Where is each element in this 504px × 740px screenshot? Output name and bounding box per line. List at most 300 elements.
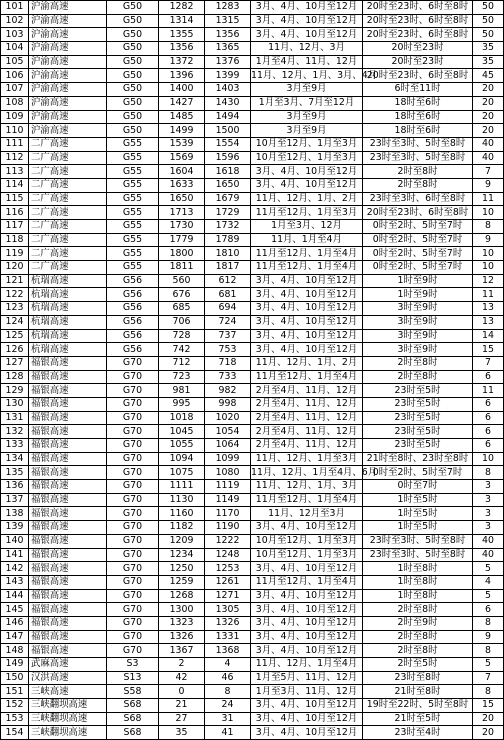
hours-cell: 1时至5时 <box>363 507 473 521</box>
start-km-cell: 1130 <box>159 493 205 507</box>
value-cell: 8 <box>473 466 504 480</box>
table-row <box>1 343 504 357</box>
hours-cell: 1时至5时 <box>363 521 473 535</box>
row-number-cell: 119 <box>1 247 29 261</box>
months-cell: 3月、4月、10月至12月 <box>251 726 363 740</box>
road-name-cell: 三峡高速 <box>29 685 107 699</box>
road-code-cell: G55 <box>107 233 159 247</box>
end-km-cell: 1283 <box>205 1 251 15</box>
value-cell: 6 <box>473 603 504 617</box>
months-cell: 3月、4月、10月至12月 <box>251 712 363 726</box>
hours-cell: 6时至11时 <box>363 83 473 97</box>
hours-cell: 23时至3时、5时至8时 <box>363 151 473 165</box>
value-cell: 10 <box>473 261 504 275</box>
hours-cell: 23时至5时 <box>363 439 473 453</box>
end-km-cell: 1020 <box>205 411 251 425</box>
road-code-cell: S58 <box>107 685 159 699</box>
table-row <box>1 712 504 726</box>
end-km-cell: 1618 <box>205 165 251 179</box>
value-cell: 20 <box>473 712 504 726</box>
table-row <box>1 548 504 562</box>
road-name-cell: 二广高速 <box>29 247 107 261</box>
value-cell: 11 <box>473 192 504 206</box>
hours-cell: 2时至8时 <box>363 356 473 370</box>
hours-cell: 23时至5时 <box>363 384 473 398</box>
end-km-cell: 1080 <box>205 466 251 480</box>
table-row <box>1 726 504 740</box>
hours-cell: 2时至8时 <box>363 644 473 658</box>
road-name-cell: 福银高速 <box>29 507 107 521</box>
road-code-cell: G70 <box>107 411 159 425</box>
value-cell: 4 <box>473 575 504 589</box>
value-cell: 5 <box>473 562 504 576</box>
value-cell: 13 <box>473 302 504 316</box>
table-row <box>1 288 504 302</box>
end-km-cell: 1356 <box>205 28 251 42</box>
road-name-cell: 二广高速 <box>29 178 107 192</box>
row-number-cell: 138 <box>1 507 29 521</box>
road-code-cell: G70 <box>107 425 159 439</box>
road-name-cell: 二广高速 <box>29 233 107 247</box>
start-km-cell: 1730 <box>159 220 205 234</box>
table-row <box>1 521 504 535</box>
table-row <box>1 96 504 110</box>
months-cell: 3月、4月、10月至12月 <box>251 562 363 576</box>
start-km-cell: 742 <box>159 343 205 357</box>
road-name-cell: 福银高速 <box>29 480 107 494</box>
row-number-cell: 153 <box>1 712 29 726</box>
months-cell: 11月至12月、1月至4月 <box>251 370 363 384</box>
road-code-cell: G50 <box>107 69 159 83</box>
value-cell: 20 <box>473 96 504 110</box>
end-km-cell: 1305 <box>205 603 251 617</box>
road-name-cell: 福银高速 <box>29 370 107 384</box>
table-row <box>1 507 504 521</box>
table-row <box>1 206 504 220</box>
months-cell: 3月、4月、10月至12月 <box>251 329 363 343</box>
hours-cell: 23时至8时 <box>363 671 473 685</box>
road-code-cell: G70 <box>107 534 159 548</box>
value-cell: 20 <box>473 726 504 740</box>
hours-cell: 1时至9时 <box>363 288 473 302</box>
row-number-cell: 131 <box>1 411 29 425</box>
end-km-cell: 8 <box>205 685 251 699</box>
start-km-cell: 1713 <box>159 206 205 220</box>
table-row <box>1 411 504 425</box>
value-cell: 3 <box>473 507 504 521</box>
table-row <box>1 466 504 480</box>
row-number-cell: 141 <box>1 548 29 562</box>
value-cell: 40 <box>473 137 504 151</box>
months-cell: 11月、12月、1月、2月 <box>251 192 363 206</box>
months-cell: 11月、12月、1月至4月 <box>251 658 363 672</box>
months-cell: 1月至3月、11月、12月 <box>251 685 363 699</box>
road-name-cell: 沪渝高速 <box>29 42 107 56</box>
end-km-cell: 31 <box>205 712 251 726</box>
road-code-cell: G55 <box>107 192 159 206</box>
row-number-cell: 121 <box>1 274 29 288</box>
road-name-cell: 福银高速 <box>29 562 107 576</box>
start-km-cell: 1811 <box>159 261 205 275</box>
table-row <box>1 616 504 630</box>
hours-cell: 23时至5时 <box>363 411 473 425</box>
value-cell: 15 <box>473 343 504 357</box>
months-cell: 3月至9月 <box>251 110 363 124</box>
row-number-cell: 123 <box>1 302 29 316</box>
table-row <box>1 83 504 97</box>
start-km-cell: 1367 <box>159 644 205 658</box>
hours-cell: 23时至5时 <box>363 425 473 439</box>
table-row <box>1 42 504 56</box>
table-row <box>1 137 504 151</box>
table-row <box>1 685 504 699</box>
value-cell: 6 <box>473 425 504 439</box>
value-cell: 15 <box>473 699 504 713</box>
row-number-cell: 107 <box>1 83 29 97</box>
months-cell: 3月、4月、10月至12月 <box>251 178 363 192</box>
road-code-cell: S68 <box>107 726 159 740</box>
hours-cell: 0时至7时 <box>363 480 473 494</box>
value-cell: 50 <box>473 28 504 42</box>
hours-cell: 3时至9时 <box>363 302 473 316</box>
hours-cell: 23时至4时 <box>363 726 473 740</box>
end-km-cell: 1099 <box>205 452 251 466</box>
table-row <box>1 658 504 672</box>
end-km-cell: 694 <box>205 302 251 316</box>
value-cell: 20 <box>473 83 504 97</box>
months-cell: 10月至12月、1月至3月 <box>251 548 363 562</box>
value-cell: 11 <box>473 288 504 302</box>
road-name-cell: 沪渝高速 <box>29 28 107 42</box>
end-km-cell: 1261 <box>205 575 251 589</box>
table-row <box>1 493 504 507</box>
end-km-cell: 1494 <box>205 110 251 124</box>
hours-cell: 2时至8时 <box>363 178 473 192</box>
months-cell: 3月、4月、10月至12月 <box>251 165 363 179</box>
row-number-cell: 110 <box>1 124 29 138</box>
end-km-cell: 1500 <box>205 124 251 138</box>
months-cell: 1月至4月、11月、12月 <box>251 55 363 69</box>
end-km-cell: 1554 <box>205 137 251 151</box>
hours-cell: 1时至8时 <box>363 562 473 576</box>
hours-cell: 2时至8时 <box>363 165 473 179</box>
road-name-cell: 杭瑞高速 <box>29 302 107 316</box>
road-code-cell: G55 <box>107 206 159 220</box>
road-name-cell: 福银高速 <box>29 452 107 466</box>
row-number-cell: 112 <box>1 151 29 165</box>
road-name-cell: 沪渝高速 <box>29 69 107 83</box>
row-number-cell: 145 <box>1 603 29 617</box>
end-km-cell: 733 <box>205 370 251 384</box>
end-km-cell: 982 <box>205 384 251 398</box>
road-code-cell: G50 <box>107 1 159 15</box>
road-code-cell: G55 <box>107 247 159 261</box>
end-km-cell: 1810 <box>205 247 251 261</box>
value-cell: 6 <box>473 370 504 384</box>
road-name-cell: 杭瑞高速 <box>29 315 107 329</box>
start-km-cell: 676 <box>159 288 205 302</box>
value-cell: 35 <box>473 55 504 69</box>
road-name-cell: 福银高速 <box>29 439 107 453</box>
row-number-cell: 127 <box>1 356 29 370</box>
hours-cell: 23时至5时 <box>363 397 473 411</box>
row-number-cell: 146 <box>1 616 29 630</box>
months-cell: 3月、4月、10月至12月 <box>251 302 363 316</box>
months-cell: 11月、1月至4月 <box>251 233 363 247</box>
hours-cell: 3时至9时 <box>363 329 473 343</box>
road-name-cell: 沪渝高速 <box>29 110 107 124</box>
road-code-cell: S68 <box>107 712 159 726</box>
hours-cell: 20时至23时、6时至8时 <box>363 1 473 15</box>
start-km-cell: 1604 <box>159 165 205 179</box>
end-km-cell: 1650 <box>205 178 251 192</box>
start-km-cell: 1569 <box>159 151 205 165</box>
row-number-cell: 113 <box>1 165 29 179</box>
months-cell: 2月至4月、11月、12月 <box>251 411 363 425</box>
road-name-cell: 二广高速 <box>29 151 107 165</box>
row-number-cell: 152 <box>1 699 29 713</box>
road-name-cell: 福银高速 <box>29 521 107 535</box>
hours-cell: 2时至8时 <box>363 603 473 617</box>
value-cell: 20 <box>473 124 504 138</box>
row-number-cell: 151 <box>1 685 29 699</box>
row-number-cell: 104 <box>1 42 29 56</box>
road-code-cell: G56 <box>107 329 159 343</box>
end-km-cell: 1729 <box>205 206 251 220</box>
table-row <box>1 356 504 370</box>
value-cell: 20 <box>473 110 504 124</box>
road-code-cell: G70 <box>107 397 159 411</box>
road-name-cell: 二广高速 <box>29 165 107 179</box>
hours-cell: 21时至8时 <box>363 685 473 699</box>
road-name-cell: 福银高速 <box>29 397 107 411</box>
road-code-cell: G70 <box>107 370 159 384</box>
end-km-cell: 1064 <box>205 439 251 453</box>
end-km-cell: 612 <box>205 274 251 288</box>
start-km-cell: 1633 <box>159 178 205 192</box>
road-code-cell: G50 <box>107 42 159 56</box>
table-row <box>1 28 504 42</box>
value-cell: 10 <box>473 247 504 261</box>
table-row <box>1 699 504 713</box>
value-cell: 50 <box>473 14 504 28</box>
row-number-cell: 115 <box>1 192 29 206</box>
hours-cell: 23时至3时、5时至8时 <box>363 548 473 562</box>
value-cell: 6 <box>473 411 504 425</box>
road-name-cell: 杭瑞高速 <box>29 288 107 302</box>
table-row <box>1 110 504 124</box>
road-name-cell: 福银高速 <box>29 548 107 562</box>
start-km-cell: 1209 <box>159 534 205 548</box>
row-number-cell: 154 <box>1 726 29 740</box>
road-code-cell: G56 <box>107 288 159 302</box>
table-row <box>1 562 504 576</box>
end-km-cell: 1054 <box>205 425 251 439</box>
road-code-cell: G55 <box>107 178 159 192</box>
months-cell: 3月、4月、10月至12月 <box>251 28 363 42</box>
months-cell: 2月至4月、11月、12月 <box>251 425 363 439</box>
start-km-cell: 706 <box>159 315 205 329</box>
end-km-cell: 718 <box>205 356 251 370</box>
road-name-cell: 福银高速 <box>29 616 107 630</box>
table-row <box>1 192 504 206</box>
road-code-cell: G55 <box>107 165 159 179</box>
table-row <box>1 14 504 28</box>
months-cell: 3月、4月、10月至12月 <box>251 603 363 617</box>
start-km-cell: 1234 <box>159 548 205 562</box>
value-cell: 40 <box>473 151 504 165</box>
road-code-cell: G56 <box>107 274 159 288</box>
row-number-cell: 118 <box>1 233 29 247</box>
months-cell: 3月、4月、10月至12月 <box>251 630 363 644</box>
road-code-cell: G70 <box>107 452 159 466</box>
end-km-cell: 4 <box>205 658 251 672</box>
start-km-cell: 1300 <box>159 603 205 617</box>
road-code-cell: G55 <box>107 137 159 151</box>
road-code-cell: S13 <box>107 671 159 685</box>
end-km-cell: 24 <box>205 699 251 713</box>
hours-cell: 3时至9时 <box>363 343 473 357</box>
table-row <box>1 69 504 83</box>
end-km-cell: 1376 <box>205 55 251 69</box>
start-km-cell: 21 <box>159 699 205 713</box>
road-code-cell: G70 <box>107 493 159 507</box>
row-number-cell: 136 <box>1 480 29 494</box>
start-km-cell: 995 <box>159 397 205 411</box>
row-number-cell: 114 <box>1 178 29 192</box>
road-name-cell: 福银高速 <box>29 466 107 480</box>
row-number-cell: 101 <box>1 1 29 15</box>
end-km-cell: 1315 <box>205 14 251 28</box>
hours-cell: 21时至5时 <box>363 712 473 726</box>
row-number-cell: 133 <box>1 439 29 453</box>
hours-cell: 0时至2时、5时至7时 <box>363 466 473 480</box>
start-km-cell: 1182 <box>159 521 205 535</box>
row-number-cell: 128 <box>1 370 29 384</box>
road-code-cell: G70 <box>107 384 159 398</box>
months-cell: 3月至9月 <box>251 83 363 97</box>
road-name-cell: 二广高速 <box>29 206 107 220</box>
months-cell: 10月至12月、1月至3月 <box>251 137 363 151</box>
road-name-cell: 福银高速 <box>29 589 107 603</box>
table-row <box>1 178 504 192</box>
table-row <box>1 329 504 343</box>
road-code-cell: G50 <box>107 83 159 97</box>
start-km-cell: 1650 <box>159 192 205 206</box>
start-km-cell: 1400 <box>159 83 205 97</box>
months-cell: 10月至12月、1月至3月 <box>251 534 363 548</box>
hours-cell: 20时至23时 <box>363 55 473 69</box>
road-code-cell: G70 <box>107 356 159 370</box>
value-cell: 5 <box>473 589 504 603</box>
start-km-cell: 1268 <box>159 589 205 603</box>
months-cell: 1月至5月、11月、12月 <box>251 671 363 685</box>
row-number-cell: 120 <box>1 261 29 275</box>
value-cell: 7 <box>473 671 504 685</box>
hours-cell: 3时至9时 <box>363 315 473 329</box>
road-code-cell: G50 <box>107 96 159 110</box>
end-km-cell: 753 <box>205 343 251 357</box>
table-row <box>1 315 504 329</box>
months-cell: 10月至12月、1月至3月 <box>251 151 363 165</box>
road-code-cell: G56 <box>107 302 159 316</box>
start-km-cell: 1372 <box>159 55 205 69</box>
road-name-cell: 三峡翻坝高速 <box>29 712 107 726</box>
table-row <box>1 302 504 316</box>
row-number-cell: 116 <box>1 206 29 220</box>
start-km-cell: 1326 <box>159 630 205 644</box>
start-km-cell: 1094 <box>159 452 205 466</box>
value-cell: 3 <box>473 493 504 507</box>
road-code-cell: G50 <box>107 124 159 138</box>
road-name-cell: 福银高速 <box>29 356 107 370</box>
start-km-cell: 685 <box>159 302 205 316</box>
end-km-cell: 1222 <box>205 534 251 548</box>
table-row <box>1 452 504 466</box>
value-cell: 13 <box>473 315 504 329</box>
months-cell: 11月至12月、1月至4月 <box>251 261 363 275</box>
start-km-cell: 1355 <box>159 28 205 42</box>
value-cell: 8 <box>473 644 504 658</box>
road-code-cell: G70 <box>107 644 159 658</box>
end-km-cell: 1326 <box>205 616 251 630</box>
table-row <box>1 1 504 15</box>
value-cell: 35 <box>473 42 504 56</box>
table-row <box>1 439 504 453</box>
row-number-cell: 135 <box>1 466 29 480</box>
hours-cell: 23时至3时、5时至8时 <box>363 137 473 151</box>
hours-cell: 23时至3时、5时至8时 <box>363 534 473 548</box>
row-number-cell: 130 <box>1 397 29 411</box>
table-row <box>1 165 504 179</box>
road-code-cell: G70 <box>107 616 159 630</box>
end-km-cell: 1732 <box>205 220 251 234</box>
end-km-cell: 1149 <box>205 493 251 507</box>
road-name-cell: 沪渝高速 <box>29 14 107 28</box>
end-km-cell: 1119 <box>205 480 251 494</box>
road-code-cell: G55 <box>107 261 159 275</box>
hours-cell: 20时至23时、6时至8时 <box>363 69 473 83</box>
table-row <box>1 644 504 658</box>
hours-cell: 1时至9时 <box>363 274 473 288</box>
road-code-cell: S3 <box>107 658 159 672</box>
months-cell: 11月、12月、1月、3月 <box>251 480 363 494</box>
road-name-cell: 福银高速 <box>29 534 107 548</box>
road-name-cell: 二广高速 <box>29 220 107 234</box>
row-number-cell: 147 <box>1 630 29 644</box>
start-km-cell: 1075 <box>159 466 205 480</box>
months-cell: 11月至12月、1月至4月 <box>251 493 363 507</box>
table-row <box>1 603 504 617</box>
start-km-cell: 1314 <box>159 14 205 28</box>
row-number-cell: 148 <box>1 644 29 658</box>
months-cell: 11月、12月、1月至3月 <box>251 452 363 466</box>
end-km-cell: 1596 <box>205 151 251 165</box>
end-km-cell: 1789 <box>205 233 251 247</box>
value-cell: 5 <box>473 658 504 672</box>
road-name-cell: 杭瑞高速 <box>29 343 107 357</box>
months-cell: 11月、12月、1月、3月、4月 <box>251 69 378 81</box>
road-code-cell: G70 <box>107 603 159 617</box>
end-km-cell: 1271 <box>205 589 251 603</box>
road-name-cell: 杭瑞高速 <box>29 274 107 288</box>
hours-cell: 20时至23时 <box>363 42 473 56</box>
row-number-cell: 134 <box>1 452 29 466</box>
value-cell: 3 <box>473 521 504 535</box>
months-cell: 3月、4月、10月至12月 <box>251 521 363 535</box>
months-cell: 3月、4月、10月至12月 <box>251 274 363 288</box>
table-row <box>1 370 504 384</box>
